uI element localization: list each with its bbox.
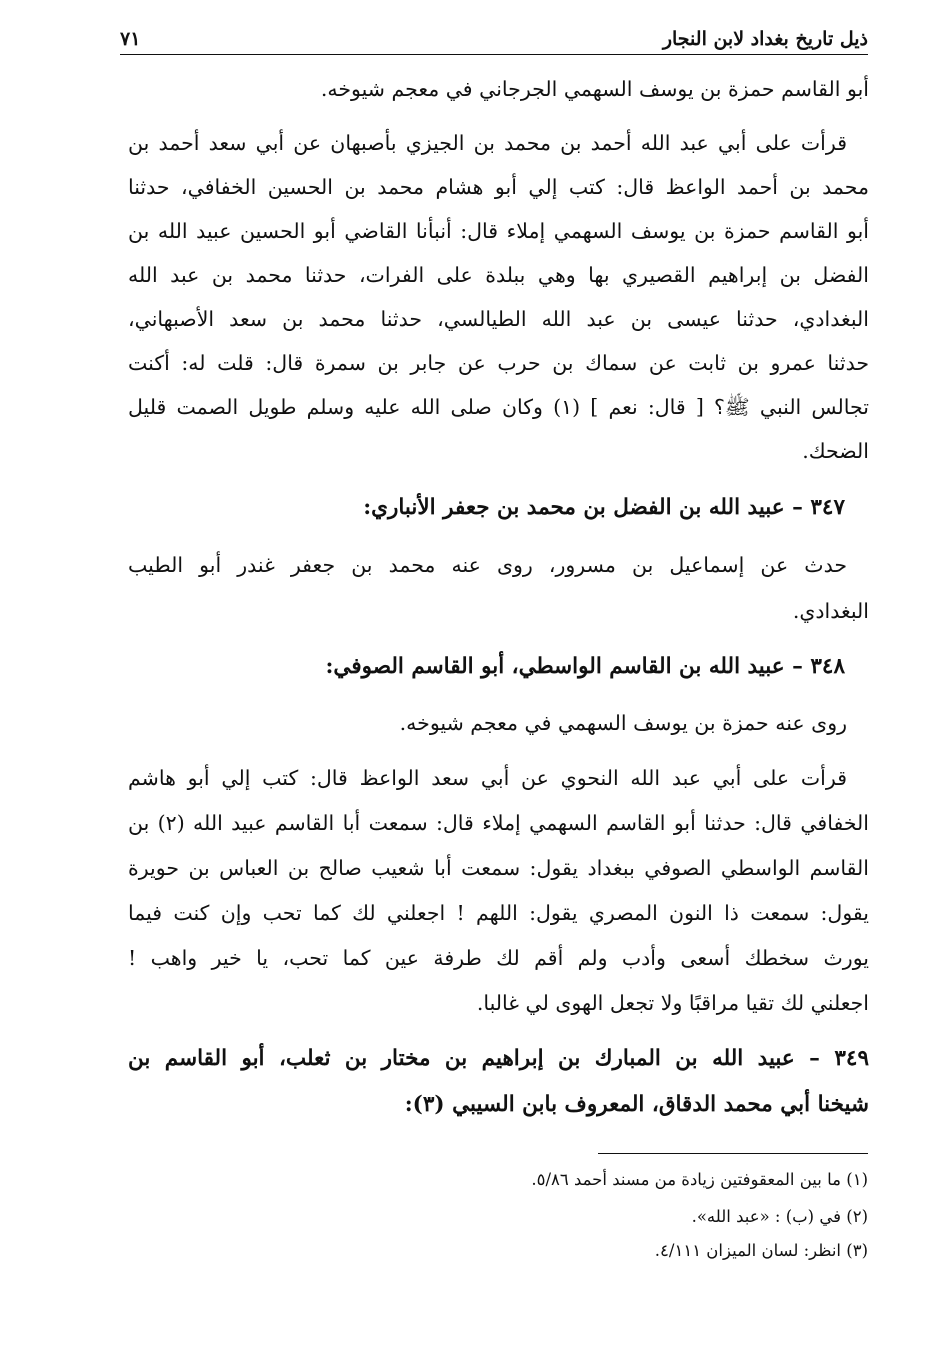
text-line: البغدادي. — [792, 599, 869, 623]
text-line: يقول: سمعت ذا النون المصري يقول: اللهم ! اجعلني لك كما تحب وإن كنت فيما — [128, 901, 869, 925]
text-line: قرأت على أبي عبد الله أحمد بن محمد بن الجيزي بأصبهان عن أبي سعد أحمد بن — [128, 131, 847, 155]
text-line: أبو القاسم حمزة بن يوسف السهمي الجرجاني في معجم شيوخه. — [320, 77, 869, 101]
text-line: محمد بن أحمد الواعظ قال: كتب إلي أبو هشام محمد بن الحسين الخفافي، حدثنا — [128, 175, 869, 199]
text-line: الخفافي قال: حدثنا أبو القاسم السهمي إملاء قال: سمعت أبا القاسم عبيد الله (٢) بن — [128, 811, 869, 835]
text-line: حدثنا عمرو بن ثابت عن سماك بن حرب عن جابر بن سمرة قال: قلت له: أكنت — [128, 351, 869, 375]
text-line: تجالس النبي ﷺ؟ [ قال: نعم ] (١) وكان صلى الله عليه وسلم طويل الصمت قليل — [128, 395, 869, 419]
text-line: روى عنه حمزة بن يوسف السهمي في معجم شيوخه. — [399, 711, 847, 735]
page-number: ٧١ — [120, 28, 141, 50]
running-title: ذيل تاريخ بغداد لابن النجار — [662, 28, 868, 50]
text-line: أبو القاسم حمزة بن يوسف السهمي إملاء قال: أنبأنا القاضي أبو الحسين عبيد الله بن — [128, 219, 869, 243]
entry-heading-349: ٣٤٩ – عبيد الله بن المبارك بن إبراهيم بن مختار بن ثعلب، أبو القاسم بن — [128, 1046, 869, 1071]
footnote: (٢) في (ب) : «عبد الله». — [691, 1207, 868, 1226]
page-header — [120, 24, 868, 55]
entry-heading-347: ٣٤٧ – عبيد الله بن الفضل بن محمد بن جعفر الأنباري: — [363, 495, 845, 520]
text-line: قرأت على أبي عبد الله النحوي عن أبي سعد الواعظ قال: كتب إلي أبو هاشم — [128, 766, 847, 790]
footnote: (٣) انظر: لسان الميزان ٤/١١١. — [654, 1241, 868, 1260]
text-line: القاسم الواسطي الصوفي ببغداد يقول: سمعت أبا شعيب صالح بن العباس بن حويرة — [128, 856, 869, 880]
text-line: شيخنا أبي محمد الدقاق، المعروف بابن السيبي (٣): — [404, 1092, 869, 1117]
text-line: اجعلني لك تقيا مراقبًا ولا تجعل الهوى لي غالبا. — [476, 991, 869, 1015]
text-line: الفضل بن إبراهيم القصيري بها وهي ببلدة على الفرات، حدثنا محمد بن عبد الله — [128, 263, 869, 287]
footnote-separator — [598, 1153, 868, 1154]
text-line: يورث سخطك أسعى وأدب ولم أقم لك طرفة عين كما تحب، يا خير واهب ! — [128, 946, 869, 970]
text-line: الضحك. — [802, 439, 869, 463]
text-line: حدث عن إسماعيل بن مسرور، روى عنه محمد بن جعفر غندر أبو الطيب — [128, 553, 847, 577]
text-line: البغدادي، حدثنا عيسى بن عبد الله الطيالسي، حدثنا محمد بن سعد الأصبهاني، — [128, 307, 869, 331]
footnote: (١) ما بين المعقوفتين زيادة من مسند أحمد ٥/٨٦. — [531, 1170, 868, 1189]
entry-heading-348: ٣٤٨ – عبيد الله بن القاسم الواسطي، أبو القاسم الصوفي: — [325, 654, 845, 679]
